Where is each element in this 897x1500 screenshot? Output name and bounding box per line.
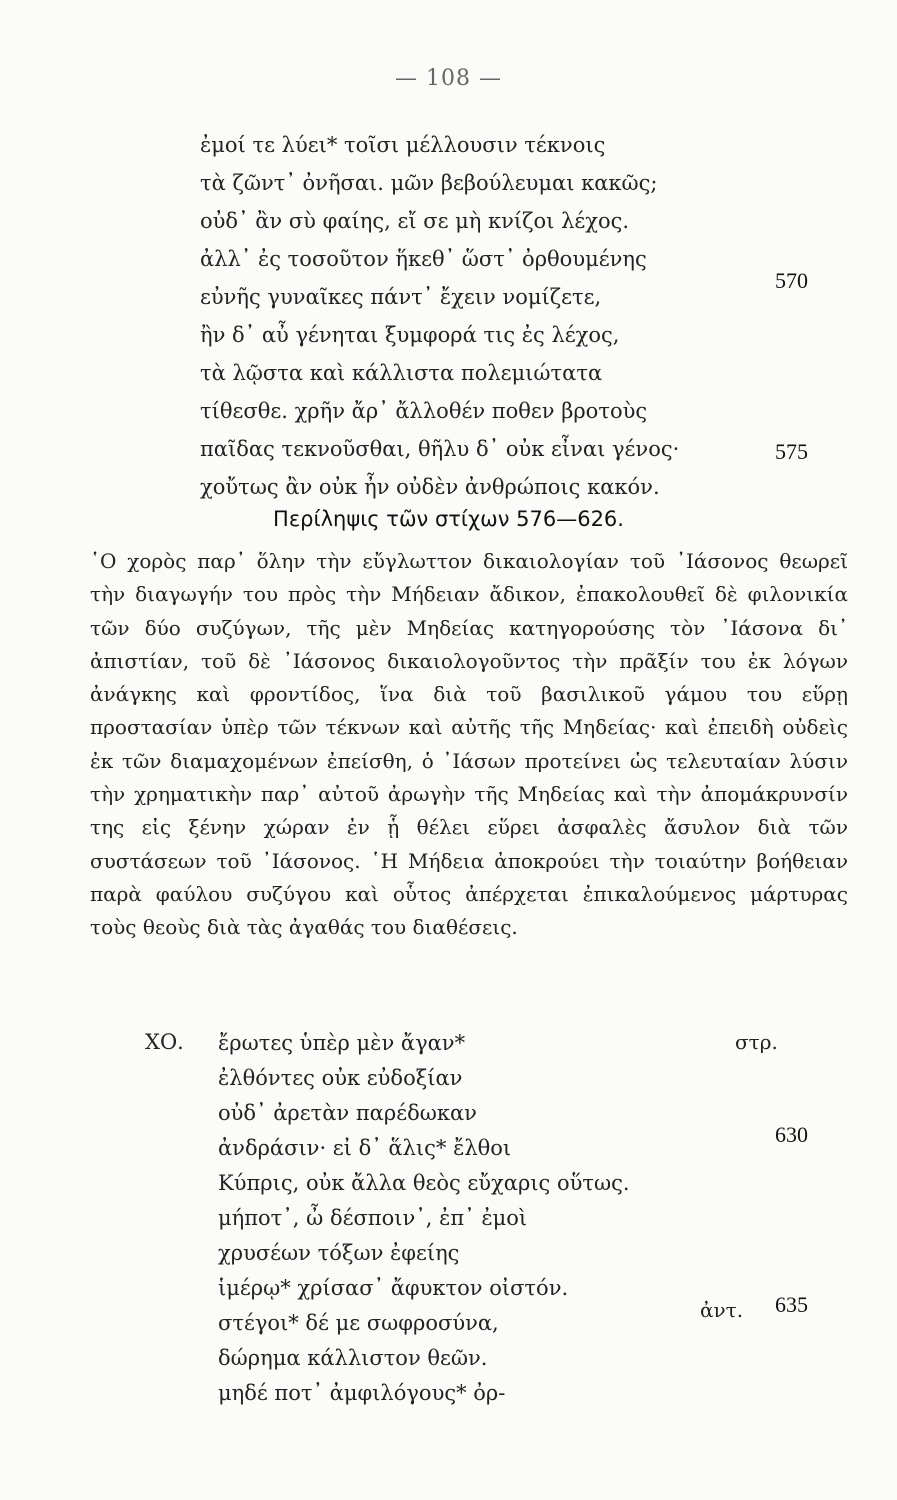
section-heading: Περίληψις τῶν στίχων 576—626. xyxy=(273,507,624,531)
verse-line: ἀλλ᾽ ἐς τοσοῦτον ἥκεθ᾽ ὥστ᾽ ὀρθουμένης xyxy=(200,247,647,271)
verse-line: οὐδ᾽ ἂν σὺ φαίης, εἴ σε μὴ κνίζοι λέχος. xyxy=(200,209,630,233)
verse-line: οὐδ᾽ ἀρετὰν παρέδωκαν xyxy=(218,1101,477,1125)
verse-line: παῖδας τεκνοῦσθαι, θῆλυ δ᾽ οὐκ εἶναι γένος· xyxy=(200,437,680,461)
verse-line: ἀνδράσιν· εἰ δ᾽ ἅλις* ἔλθοι xyxy=(218,1136,512,1160)
verse-line: ἐμοί τε λύει* τοῖσι μέλλουσιν τέκνοις xyxy=(200,133,606,157)
verse-line: ἐλθόντες οὐκ εὐδοξίαν xyxy=(218,1066,463,1090)
verse-line: δώρημα κάλλιστον θεῶν. xyxy=(218,1346,488,1370)
chorus-speaker: ΧΟ. xyxy=(145,1030,184,1054)
verse-line: τὰ λῷστα καὶ κάλλιστα πολεμιώτατα xyxy=(200,361,603,385)
verse-line: τὰ ζῶντ᾽ ὀνῆσαι. μῶν βεβούλευμαι κακῶς; xyxy=(200,171,658,195)
verse-line: Κύπρις, οὐκ ἄλλα θεὸς εὔχαρις οὕτως. xyxy=(218,1171,630,1195)
verse-line: τίθεσθε. χρῆν ἄρ᾽ ἄλλοθέν ποθεν βροτοὺς xyxy=(200,399,648,423)
line-number: 635 xyxy=(775,1292,808,1317)
verse-line: ἢν δ᾽ αὖ γένηται ξυμφορά τις ἐς λέχος, xyxy=(200,323,620,347)
line-number: 630 xyxy=(775,1122,808,1147)
verse-line: ἔρωτες ὑπὲρ μὲν ἄγαν* xyxy=(218,1031,466,1055)
verse-line: ἱμέρῳ* χρίσασ᾽ ἄφυκτον οἰστόν. xyxy=(218,1276,569,1300)
strophe-label: στρ. xyxy=(735,1030,778,1054)
verse-line: μήποτ᾽, ὦ δέσποιν᾽, ἐπ᾽ ἐμοὶ xyxy=(218,1206,528,1230)
antistrophe-label: ἀντ. xyxy=(700,1298,744,1322)
verse-line: εὐνῆς γυναῖκες πάντ᾽ ἔχειν νομίζετε, xyxy=(200,285,602,309)
verse-line: μηδέ ποτ᾽ ἀμφιλόγους* ὀρ- xyxy=(218,1381,506,1405)
verse-line: χοὔτως ἂν οὐκ ἦν οὐδὲν ἀνθρώποις κακόν. xyxy=(200,475,660,499)
line-number: 570 xyxy=(775,268,808,293)
line-number: 575 xyxy=(775,439,808,464)
verse-line: στέγοι* δέ με σωφροσύνα, xyxy=(218,1311,499,1335)
page-number: — 108 — xyxy=(395,66,502,91)
verse-line: χρυσέων τόξων ἐφείης xyxy=(218,1241,460,1265)
summary-paragraph: ῾Ο χορὸς παρ᾽ ὅλην τὴν εὔγλωττον δικαιολογίαν τοῦ ᾽Ιάσονος θεωρεῖ τὴν διαγωγήν του πρὸς τὴν Μήδειαν ἄδικον, ἐπακολουθεῖ δὲ φιλονικία τῶν δύο συζύγων, τῆς μὲν Μηδείας κατηγορούσης τὸν ᾽Ιάσονα δι᾽ ἀπιστίαν, τοῦ δὲ ᾽Ιάσονος δικαιολογοῦντος τὴν πρᾶξίν του ἐκ λόγων ἀνάγκης καὶ φροντίδος, ἵνα διὰ τοῦ βασιλικοῦ γάμου του εὕρῃ προστασίαν ὑπὲρ τῶν τέκνων καὶ αὐτῆς τῆς Μηδείας· καὶ ἐπειδὴ οὐδεὶς ἐκ τῶν διαμαχομένων ἐπείσθη, ὁ ᾽Ιάσων προτείνει ὡς τελευταίαν λύσιν τὴν χρηματικὴν παρ᾽ αὐτοῦ ἀρωγὴν τῆς Μηδείας καὶ τὴν ἀπομάκρυνσίν της εἰς ξένην χώραν ἐν ᾗ θέλει εὕρει ἀσφαλὲς ἄσυλον διὰ τῶν συστάσεων τοῦ ᾽Ιάσονος. ῾Η Μήδεια ἀποκρούει τὴν τοιαύτην βοήθειαν παρὰ φαύλου συζύγου καὶ οὗτος ἀπέρχεται ἐπικαλούμενος μάρτυρας τοὺς θεοὺς διὰ τὰς ἀγαθάς του διαθέσεις. xyxy=(90,549,848,940)
